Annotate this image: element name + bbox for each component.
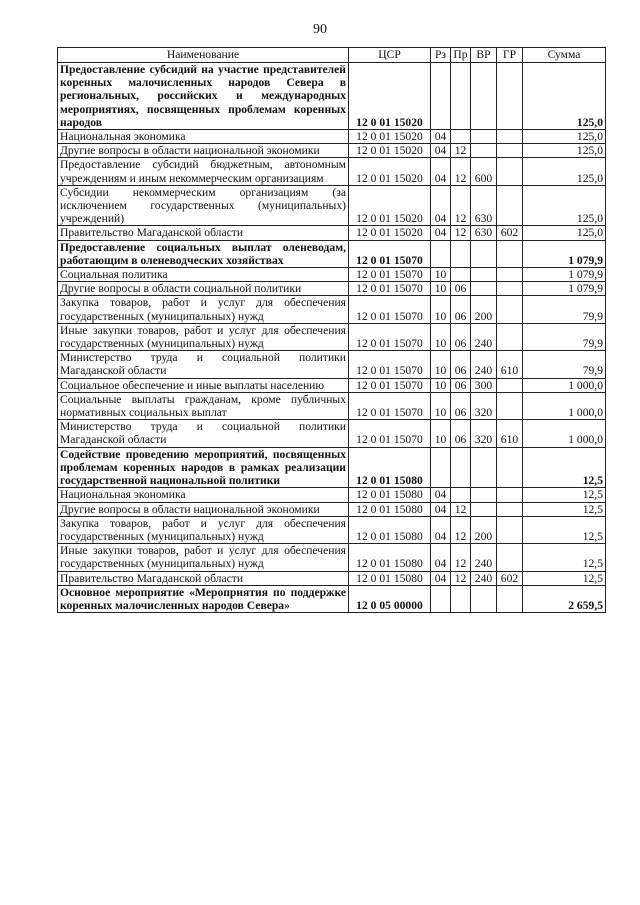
cell-sum: 1 079,9 — [523, 282, 606, 296]
table-row — [58, 488, 606, 502]
cell-rz: 10 — [431, 420, 451, 447]
table-row — [58, 571, 606, 585]
cell-csr: 12 0 05 00000 — [349, 585, 431, 612]
cell-name: Социальное обеспечение и иные выплаты населению — [58, 378, 349, 392]
cell-csr: 12 0 01 15070 — [349, 378, 431, 392]
cell-rz: 04 — [431, 130, 451, 144]
cell-pr: 12 — [451, 502, 471, 516]
cell-pr — [451, 488, 471, 502]
cell-gr: 602 — [497, 571, 523, 585]
cell-name: Иные закупки товаров, работ и услуг для обеспечения государственных (муниципальных) нужд — [58, 544, 349, 571]
cell-sum: 79,9 — [523, 351, 606, 378]
cell-name: Правительство Магаданской области — [58, 571, 349, 585]
cell-csr: 12 0 01 15020 — [349, 185, 431, 226]
cell-name: Социальная политика — [58, 268, 349, 282]
cell-pr: 12 — [451, 226, 471, 240]
cell-gr — [497, 158, 523, 185]
cell-pr: 06 — [451, 351, 471, 378]
cell-gr — [497, 392, 523, 419]
cell-vr — [471, 502, 497, 516]
cell-csr: 12 0 01 15080 — [349, 516, 431, 543]
cell-pr: 06 — [451, 378, 471, 392]
cell-sum: 1 000,0 — [523, 392, 606, 419]
cell-vr: 630 — [471, 185, 497, 226]
cell-name: Содействие проведению мероприятий, посвященных проблемам коренных народов в рамках реализации государственной национальной политики — [58, 447, 349, 488]
cell-name: Национальная экономика — [58, 488, 349, 502]
table-row — [58, 268, 606, 282]
cell-gr: 602 — [497, 226, 523, 240]
cell-name: Министерство труда и социальной политики Магаданской области — [58, 420, 349, 447]
cell-sum: 79,9 — [523, 296, 606, 323]
cell-gr — [497, 296, 523, 323]
cell-rz: 10 — [431, 268, 451, 282]
cell-sum: 12,5 — [523, 544, 606, 571]
cell-name: Национальная экономика — [58, 130, 349, 144]
cell-vr — [471, 447, 497, 488]
cell-csr: 12 0 01 15070 — [349, 351, 431, 378]
cell-pr: 06 — [451, 282, 471, 296]
table-row — [58, 585, 606, 612]
table-row — [58, 240, 606, 267]
cell-csr: 12 0 01 15080 — [349, 447, 431, 488]
cell-csr: 12 0 01 15070 — [349, 392, 431, 419]
cell-pr: 06 — [451, 420, 471, 447]
cell-sum: 12,5 — [523, 502, 606, 516]
header-rz: Рз — [431, 48, 451, 63]
table-row — [58, 351, 606, 378]
cell-gr — [497, 516, 523, 543]
cell-pr: 06 — [451, 323, 471, 350]
cell-vr: 320 — [471, 420, 497, 447]
cell-rz: 10 — [431, 282, 451, 296]
cell-name: Предоставление социальных выплат оленеводам, работающим в оленеводческих хозяйствах — [58, 240, 349, 267]
cell-name: Другие вопросы в области национальной экономики — [58, 144, 349, 158]
budget-table — [57, 47, 606, 613]
table-row — [58, 323, 606, 350]
cell-rz: 04 — [431, 502, 451, 516]
cell-csr: 12 0 01 15070 — [349, 282, 431, 296]
cell-vr: 200 — [471, 296, 497, 323]
cell-vr — [471, 63, 497, 130]
cell-pr — [451, 63, 471, 130]
table-row — [58, 420, 606, 447]
cell-name: Закупка товаров, работ и услуг для обеспечения государственных (муниципальных) нужд — [58, 296, 349, 323]
cell-rz — [431, 447, 451, 488]
cell-rz: 04 — [431, 544, 451, 571]
header-pr: Пр — [451, 48, 471, 63]
cell-gr — [497, 488, 523, 502]
cell-pr — [451, 240, 471, 267]
cell-csr: 12 0 01 15070 — [349, 296, 431, 323]
cell-sum: 12,5 — [523, 516, 606, 543]
cell-name: Министерство труда и социальной политики Магаданской области — [58, 351, 349, 378]
cell-rz — [431, 63, 451, 130]
cell-vr: 600 — [471, 158, 497, 185]
cell-rz: 10 — [431, 392, 451, 419]
cell-rz — [431, 240, 451, 267]
cell-name: Другие вопросы в области национальной экономики — [58, 502, 349, 516]
table-row — [58, 516, 606, 543]
cell-pr: 12 — [451, 544, 471, 571]
cell-pr: 12 — [451, 185, 471, 226]
cell-sum: 79,9 — [523, 323, 606, 350]
table-row — [58, 63, 606, 130]
cell-vr: 300 — [471, 378, 497, 392]
table-row — [58, 185, 606, 226]
cell-csr: 12 0 01 15020 — [349, 63, 431, 130]
cell-vr: 320 — [471, 392, 497, 419]
cell-sum: 2 659,5 — [523, 585, 606, 612]
cell-csr: 12 0 01 15080 — [349, 488, 431, 502]
cell-vr — [471, 488, 497, 502]
cell-pr — [451, 268, 471, 282]
cell-rz: 10 — [431, 351, 451, 378]
cell-rz: 10 — [431, 323, 451, 350]
table-header-row — [58, 48, 606, 63]
cell-name: Другие вопросы в области социальной политики — [58, 282, 349, 296]
cell-pr: 06 — [451, 296, 471, 323]
header-name: Наименование — [58, 48, 349, 63]
cell-gr — [497, 378, 523, 392]
cell-name: Предоставление субсидий на участие представителей коренных малочисленных народов Севера в региональных, российских и международных мероприятиях, посвященных проблемам коренных народов — [58, 63, 349, 130]
cell-gr — [497, 130, 523, 144]
cell-sum: 12,5 — [523, 571, 606, 585]
cell-vr — [471, 144, 497, 158]
page-number: 90 — [313, 22, 327, 37]
header-vr: ВР — [471, 48, 497, 63]
cell-sum: 125,0 — [523, 144, 606, 158]
cell-sum: 125,0 — [523, 158, 606, 185]
header-gr: ГР — [497, 48, 523, 63]
table-row — [58, 392, 606, 419]
cell-name: Закупка товаров, работ и услуг для обеспечения государственных (муниципальных) нужд — [58, 516, 349, 543]
cell-pr — [451, 585, 471, 612]
cell-rz — [431, 585, 451, 612]
cell-sum: 12,5 — [523, 488, 606, 502]
table-row — [58, 447, 606, 488]
table-row — [58, 544, 606, 571]
table-row — [58, 282, 606, 296]
cell-csr: 12 0 01 15020 — [349, 130, 431, 144]
cell-name: Субсидии некоммерческим организациям (за исключением государственных (муниципальных) учреждений) — [58, 185, 349, 226]
cell-gr — [497, 63, 523, 130]
cell-rz: 04 — [431, 144, 451, 158]
cell-csr: 12 0 01 15070 — [349, 323, 431, 350]
cell-gr: 610 — [497, 351, 523, 378]
cell-sum: 1 079,9 — [523, 240, 606, 267]
cell-gr — [497, 502, 523, 516]
cell-vr — [471, 282, 497, 296]
cell-sum: 1 000,0 — [523, 378, 606, 392]
cell-sum: 12,5 — [523, 447, 606, 488]
cell-gr — [497, 144, 523, 158]
cell-pr: 12 — [451, 571, 471, 585]
cell-name: Правительство Магаданской области — [58, 226, 349, 240]
cell-name: Социальные выплаты гражданам, кроме публичных нормативных социальных выплат — [58, 392, 349, 419]
cell-vr: 240 — [471, 351, 497, 378]
cell-rz: 04 — [431, 185, 451, 226]
table-row — [58, 144, 606, 158]
cell-csr: 12 0 01 15020 — [349, 144, 431, 158]
cell-csr: 12 0 01 15020 — [349, 158, 431, 185]
cell-csr: 12 0 01 15080 — [349, 502, 431, 516]
cell-vr — [471, 268, 497, 282]
cell-vr: 240 — [471, 571, 497, 585]
cell-gr — [497, 585, 523, 612]
cell-csr: 12 0 01 15070 — [349, 268, 431, 282]
table-row — [58, 158, 606, 185]
cell-csr: 12 0 01 15070 — [349, 420, 431, 447]
cell-name: Предоставление субсидий бюджетным, автономным учреждениям и иным некоммерческим организациям — [58, 158, 349, 185]
cell-gr — [497, 282, 523, 296]
cell-sum: 125,0 — [523, 185, 606, 226]
cell-sum: 125,0 — [523, 63, 606, 130]
cell-name: Основное мероприятие «Мероприятия по поддержке коренных малочисленных народов Севера» — [58, 585, 349, 612]
cell-sum: 1 079,9 — [523, 268, 606, 282]
cell-sum: 125,0 — [523, 226, 606, 240]
cell-gr — [497, 240, 523, 267]
cell-pr: 12 — [451, 158, 471, 185]
cell-rz: 04 — [431, 488, 451, 502]
cell-csr: 12 0 01 15020 — [349, 226, 431, 240]
cell-vr — [471, 130, 497, 144]
cell-sum: 125,0 — [523, 130, 606, 144]
header-sum: Сумма — [523, 48, 606, 63]
cell-rz: 04 — [431, 226, 451, 240]
cell-gr — [497, 323, 523, 350]
table-row — [58, 502, 606, 516]
cell-gr — [497, 544, 523, 571]
cell-sum: 1 000,0 — [523, 420, 606, 447]
cell-rz: 04 — [431, 571, 451, 585]
cell-gr — [497, 447, 523, 488]
table-row — [58, 378, 606, 392]
cell-pr — [451, 130, 471, 144]
cell-pr: 06 — [451, 392, 471, 419]
cell-csr: 12 0 01 15070 — [349, 240, 431, 267]
cell-pr — [451, 447, 471, 488]
cell-name: Иные закупки товаров, работ и услуг для обеспечения государственных (муниципальных) нужд — [58, 323, 349, 350]
header-csr: ЦСР — [349, 48, 431, 63]
cell-vr — [471, 585, 497, 612]
cell-vr: 240 — [471, 544, 497, 571]
cell-pr: 12 — [451, 144, 471, 158]
cell-vr: 200 — [471, 516, 497, 543]
cell-csr: 12 0 01 15080 — [349, 544, 431, 571]
cell-rz: 04 — [431, 516, 451, 543]
cell-rz: 04 — [431, 158, 451, 185]
cell-vr: 240 — [471, 323, 497, 350]
cell-vr: 630 — [471, 226, 497, 240]
cell-gr — [497, 268, 523, 282]
cell-rz: 10 — [431, 296, 451, 323]
table-row — [58, 130, 606, 144]
cell-gr — [497, 185, 523, 226]
cell-rz: 10 — [431, 378, 451, 392]
cell-csr: 12 0 01 15080 — [349, 571, 431, 585]
table-row — [58, 296, 606, 323]
cell-vr — [471, 240, 497, 267]
cell-pr: 12 — [451, 516, 471, 543]
table-row — [58, 226, 606, 240]
cell-gr: 610 — [497, 420, 523, 447]
